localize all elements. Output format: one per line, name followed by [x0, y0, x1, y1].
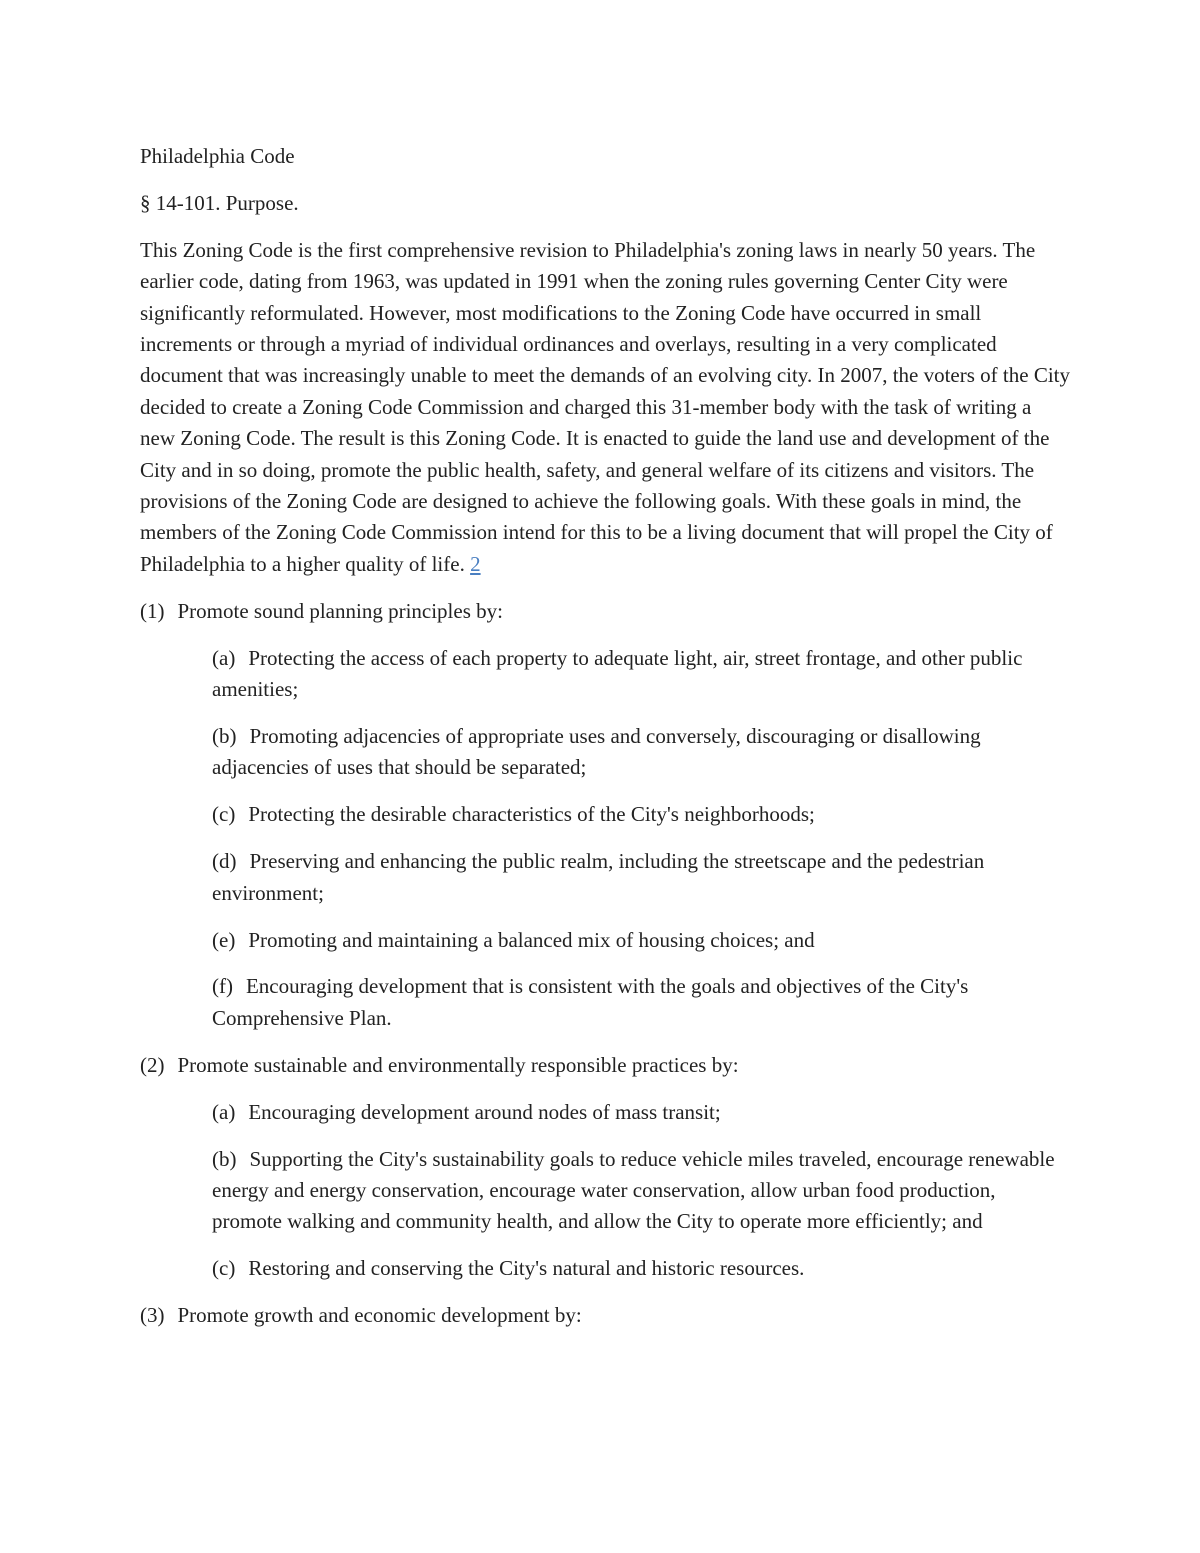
item-number: (c) — [212, 1256, 236, 1281]
item-number: (f) — [212, 974, 233, 999]
goal-1-item-a — [140, 643, 1070, 706]
item-text: Encouraging development around nodes of mass transit; — [248, 1099, 721, 1124]
item-text: Protecting the desirable characteristics of the City's neighborhoods; — [248, 802, 815, 827]
item-number: (d) — [212, 849, 237, 874]
item-number: (b) — [212, 724, 237, 748]
item-text: Restoring and conserving the City's natural and historic resources. — [248, 1256, 805, 1281]
item-text: Promoting adjacencies of appropriate uses and conversely, discouraging or disallowing adjacencies of uses that should be separated; — [212, 724, 981, 780]
item-text: Encouraging development that is consistent with the goals and objectives of the City's Comprehensive Plan. — [212, 974, 969, 1030]
item-number: (b) — [212, 1146, 237, 1171]
goal-number: (3) — [140, 1303, 165, 1328]
item-number: (a) — [212, 645, 236, 670]
goal-1-item-b — [140, 721, 1070, 784]
item-text: Protecting the access of each property to adequate light, air, street frontage, and other public amenities; — [212, 645, 1023, 702]
item-text: Supporting the City's sustainability goals to reduce vehicle miles traveled, encourage renewable energy and energy conservation, encourage water conservation, allow urban food production, promote walking and community health, and allow the City to operate more efficiently; and — [212, 1146, 1055, 1234]
goal-1-item-d — [140, 846, 1070, 909]
goal-2 — [140, 1050, 1070, 1081]
footnote-link[interactable]: 2 — [470, 551, 481, 576]
goal-1-item-f — [140, 971, 1070, 1034]
item-number: (a) — [212, 1099, 236, 1124]
goal-text: Promote growth and economic development by: — [177, 1303, 582, 1328]
section-title: § 14-101. Purpose. — [140, 190, 299, 215]
item-text: Promoting and maintaining a balanced mix of housing choices; and — [248, 927, 815, 952]
goal-2-item-a — [140, 1097, 1070, 1128]
goal-1-item-e — [140, 925, 1070, 956]
goal-3 — [140, 1300, 1070, 1331]
goal-2-item-b — [140, 1144, 1070, 1238]
intro-paragraph — [140, 235, 1070, 580]
goal-1-item-c — [140, 799, 1070, 830]
goal-number: (1) — [140, 598, 165, 623]
document-page — [140, 141, 1070, 1347]
item-number: (e) — [212, 927, 236, 952]
goal-text: Promote sound planning principles by: — [177, 598, 503, 623]
goal-1 — [140, 596, 1070, 627]
document-heading: Philadelphia Code — [140, 144, 295, 168]
goal-2-item-c — [140, 1253, 1070, 1284]
item-number: (c) — [212, 802, 236, 827]
intro-text: This Zoning Code is the first comprehensive revision to Philadelphia's zoning laws in nearly 50 years. The earlier code, dating from 1963, was updated in 1991 when the zoning rules governing Center City were significantly reformulated. However, most modifications to the Zoning Code have occurred in small increments or through a myriad of individual ordinances and overlays, resulting in a very complicated document that was increasingly unable to meet the demands of an evolving city. In 2007, the voters of the City decided to create a Zoning Code Commission and charged this 31-member body with the task of writing a new Zoning Code. The result is this Zoning Code. It is enacted to guide the land use and development of the City and in so doing, promote the public health, safety, and general welfare of its citizens and visitors. The provisions of the Zoning Code are designed to achieve the following goals. With these goals in mind, the members of the Zoning Code Commission intend for this to be a living document that will propel the City of Philadelphia to a higher quality of life. — [140, 237, 1070, 576]
goal-text: Promote sustainable and environmentally responsible practices by: — [177, 1052, 739, 1077]
item-text: Preserving and enhancing the public realm, including the streetscape and the pedestrian environment; — [212, 849, 985, 905]
goal-number: (2) — [140, 1052, 165, 1077]
